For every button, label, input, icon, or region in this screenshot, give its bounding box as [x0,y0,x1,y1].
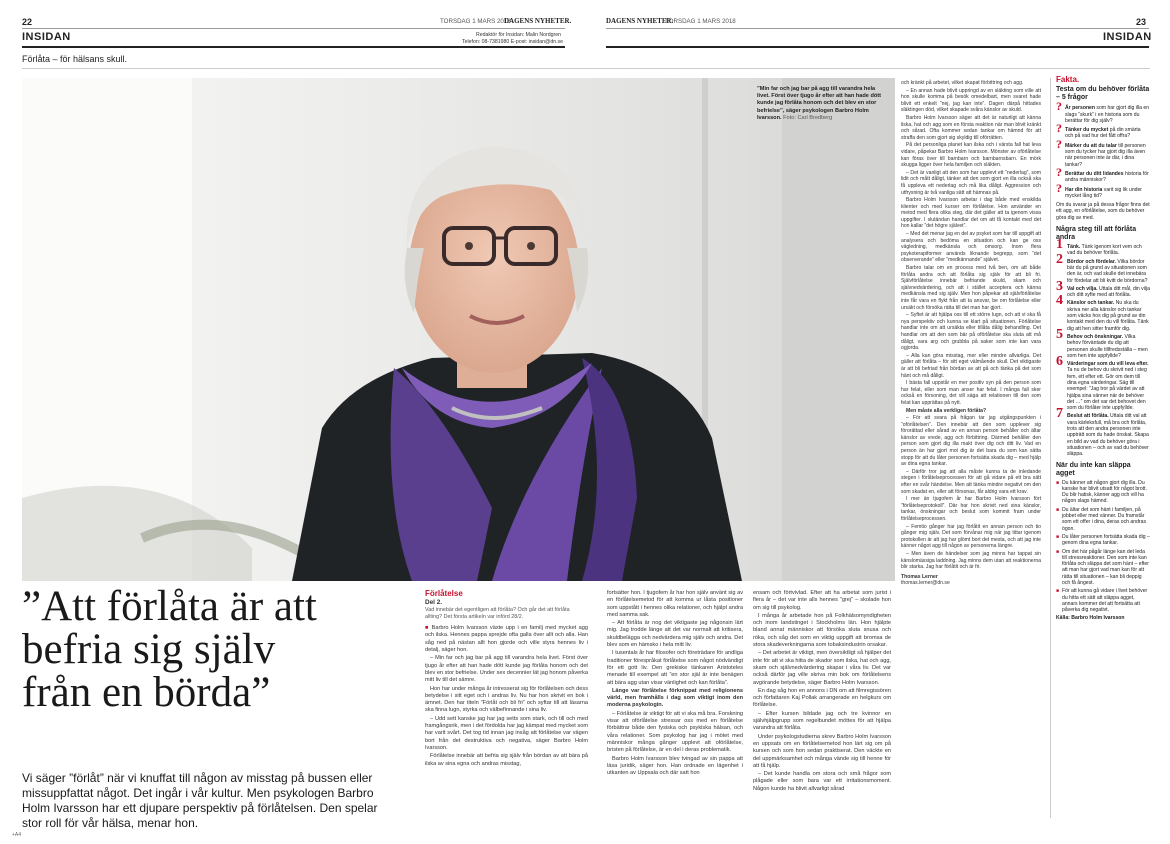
paragraph: I mer än tjugofem år har Barbro Holm Ivarsson fört ”förlåtelseprotokoll”. Där har hon skrivit ned sina känslor, tankar, önskningar och beslut som kommit fram under förlåtelseprocessen. [901,496,1041,522]
right-section-title: INSIDAN [1103,31,1152,43]
paragraph: – Men även de händelser som jag minns har tappat sin känslomässiga laddning. Jag minns dem utan att reaktionerna blir starka. Jag har förlåtit och är fri. [901,550,1041,571]
portrait-photo [22,78,895,581]
paragraph: och kränkt på arbetet, vilket skapat förbittring och agg. [901,80,1024,86]
fakta-release-item: ■ Om det här pågår länge kan det leda till stressreaktioner. Den som inte kan förlåta och släppa det som hänt – efter att man har gjort vad man kan för att rätta till situationen – kan bli deppig och få ångest. [1056,549,1150,587]
page-kicker: Förlåta – för hälsans skull. [22,54,128,64]
fakta-release-item: ■ Du ältar det som hänt i familjen, på jobbet eller med vänner. Du framstår som ett offer i dina, deras och andras ögon. [1056,507,1150,532]
body-column-1 [425,590,588,769]
article-headline: ”Att förlåta är att befria sig själv från en börda” [22,583,317,716]
right-header-date: TORSDAG 1 MARS 2018 [665,18,736,25]
right-page-number: 23 [1136,17,1147,27]
fakta-steps [1056,237,1150,458]
paragraph: Hon har under många år intresserat sig för förlåtelsen och dess betydelse i sitt eget och i andras liv. Nu har hon skrivit en bok i ämnet. Den har titeln ”Förlåt och bli fri” och syftar till att läsarna ska finna lugn, styrka och välbefinnande i sina liv. [425,685,588,714]
fakta-question: ? Märker du att du talar till personen som du tycker har gjort dig illa även när personen inte är där, i dina tankar? [1056,136,1146,168]
fakta-question: ? Tänker du mycket på din smärta och på vad hur det fått offra? [1056,121,1141,140]
paragraph: – Att förlåta är nog det viktigaste jag någonsin lärt mig. Jag trodde länge att det var normalt att kritisera, skuldbelägga och nedvärdera mig själv och andra. Det blev som en hämsko i hela mitt liv. [607,620,743,649]
paragraph: I tusentals år har filosofer och företrädare för andliga traditioner förespråkat förlåtelse som något nödvändigt för ett gott liv. Den grekiske tänkaren Aristoteles menade till exempel att ”en stor själ är inte benägen att bära agg utan visar vänlighet och kan förlåta”. [607,650,743,686]
paragraph: ensam och förtvivlad. Efter att ha arbetat som jurist i flera år – det var inte alls hennes ”grej” – skolade hon om sig till psykolog. [753,590,891,611]
paragraph: En dag såg hon en annons i DN om att filmregissören och författaren Kaj Pollak arrangerade en helgkurs om förlåtelse. [753,687,891,709]
body-column-3 [753,590,891,794]
body-column-2 [607,590,743,778]
paragraph: ■ Barbro Holm Ivarsson växte upp i en familj med mycket agg och ilska. Hennes pappa sprejde ofta galla över allt och alla. Han såg ned på nästan allt hon gjorde och ville styra hennes liv i detalj, säger hon. [425,625,588,654]
fakta-step: 2 Bördor och fördelar. Vilka bördor bär du på grund av situationen som den är, och vad skulle det innebära för fördelar att bli kvitt de bördorna? [1056,251,1148,284]
photo-caption [757,86,883,122]
paragraph: – Det är vanligt att den som har upplevt ett ”nederlag”, som lidit och mått dåligt, tänker att den som gjort en illa också ska få uppleva ett nederlag och må lika dåligt. Aggression och utfrysning är två vanliga sätt att hämnas på. [901,169,1041,196]
paragraph: I bästa fall uppstår en mer positiv syn på den person som har felat, eller som man anser har felat. I många fall sker också en försoning, det vill säga att relationen till den som felat kan upprättas på nytt. [901,380,1041,406]
paragraph: Barbro Holm Ivarsson arbetar i dag både med enskilda klienter och med kurser om förlåtelse. Hon använder en metod med flera olika steg, där det gäller att ta igenom vissa uppgifter. I slutändan handlar det om att få kontakt med det hon kallar ”det högre självet”. [901,197,1041,230]
article-ingress: Vi säger ”förlåt” när vi knuffat till någon av misstag på bussen eller missuppfattat något. Det ingår i vår kultur. Men psykologen Barbro Holm Ivarsson har ett djupare perspektiv på förlåtelsen. Den spelar stor roll för vår hälsa, menar hon. [22,771,378,830]
left-page-number: 22 [22,17,33,27]
paragraph: Barbro talar om en process med två ben, om att både förlåta andra och att förlåta sig själv för att bli fri. Självförlåtelse innebär befriande skuld, skam och självnedvärdering, och att i stället acceptera och känna medkänsla med sig själv. Men hon påpekar att självförlåtelse inte får vara en flykt från att ta ansvar, be om förlåtelse eller ursäkt och försöka rätta till det man har gjort. [901,265,1041,311]
paragraph: – Min far och jag bar på agg till varandra hela livet. Först över tjugo år efter att han hade dött kunde jag förlåta honom och det blev en stor befrielse. Under sex decennier lät jag honom påverka mitt liv till det sämre. [425,655,588,684]
fakta-release-list [1056,480,1150,614]
fakta-release-item: ■ Du låter personen fortsätta skada dig – genom dina egna tankar. [1056,534,1150,547]
fakta-steps-title: Några steg till att förlåta andra [1056,226,1137,242]
fakta-release-item: ■ Du känner att någon gjort dig illa. Du kanske har blivit utsatt för något brott. Du blir hatisk, känner agg och vill ha någon slags hämnd. [1056,480,1150,505]
fakta-step: 7 Beslut att förlåta. Uttala ditt val att vara kärleksfull, må bra och förlåta, trots att den andra personen inte uppträtt som du hade önskat. Skapa en bild av vad du behöver göra i situationen – och av vad du behöver släppa. [1056,406,1149,458]
fakta-step: 1 Tänk. Tänk igenom kort vem och vad du behöver förlåta. [1056,237,1142,257]
portrait-illustration [22,78,895,581]
left-header-rule-top [22,28,565,29]
right-header-paper: DAGENS NYHETER. [606,17,674,25]
fakta-step: 6 Värderingar som du vill leva efter. Ta nu de behov du skrivit ned i steg fem, ett efter ett. Gör om dem till dina egna värderingar. Säg till exempel: ”Jag tror på värdet av att hjälpa sina vänner när de behöver det …” om det var det behovet den som du förlåter inte uppfyllde. [1056,354,1149,412]
paragraph: – Alla kan göra misstag, mer eller mindre allvarliga. Det gäller att förlåta – för sitt eget välmående skull. Det viktigaste är att bli befriad från bördan av att gå och tänka på det som hänt och må dåligt. [901,352,1041,379]
fakta-step: 3 Val och vilja. Uttala ditt mål, din vilja och ditt syfte med att förlåta. [1056,278,1150,299]
paragraph: – Därför tror jag att alla måste kunna ta de inledande stegen i förlåtelseprocessen för att gå vidare på ett bra sätt efter en svår händelse. Men att tänka mindre negativt om den som skadat en, eller att försonas, får aldrig vara ett krav. [901,468,1041,495]
paragraph: Under psykologstudierna skrev Barbro Holm Ivarsson en uppsats om en förlåtelsemetod hon lärt sig om på kursen och som hon sedan praktiserat. Den väckte en del uppmärksamhet och många vände sig till henne för att få hjälp. [753,733,891,769]
left-header-paper: DAGENS NYHETER. [504,17,572,25]
fakta-question: ? Är personen som har gjort dig illa en slags ”skurk” i en historia som du berättar för dig själv? [1056,99,1150,124]
paragraph: – Det arbetet är viktigt, men översiktligt så hjälper det inte för att vi ska hitta de skador som ilska, hat och agg, skam och självnedvärdering skapar i våra liv. Det var också därför jag ville skriva min bok om förlåtelsens avgörande betydelse, säger Barbro Holm Ivarsson. [753,650,891,686]
paragraph: Men måste alla verkligen förlåta? [906,407,987,414]
series-intro: Vad innebär det egentligen att förlåta? Och går det att förlåta allting? Det första artikeln var införd 28/2. [425,606,570,620]
byline-email: thomas.lerner@dn.se [901,580,950,587]
paragraph: – Udd sett kanske jag har jag setts som stark, och till och med framgångsrik, men i det fördolda har jag kämpat med mycket som har varit svårt. Det tog tid innan jag insåg att förlåtelse var vägen bort från det destruktiva och negativa, säger Barbro Holm Ivarsson. [425,715,588,751]
paragraph: Länge var förlåtelse förknippat med religionens värld, men framhålls i dag som viktigt inom den moderna psykologin. [607,687,743,709]
left-editor-line: Redaktör för Insidan: Malin Nordgren [476,32,562,38]
col1-text [425,625,588,768]
paragraph: – En annan hade blivit uppringd av en släkting som ville att hon skulle komma på besök omedelbart, men svaret hade blivit ett enkelt ”nej, jag kan inte”. Dagen därpå hittades släktingen död, vilket skapade svåra känslor av skuld. [901,87,1041,114]
fakta-question: ? Har din historia varit sig lik under mycket lång tid? [1056,180,1143,199]
paragraph: – Efter kursen bildade jag och tre kvinnor en självhjälpgrupp som regelbundet möttes för att hjälpa varandra att förlåta. [753,710,891,732]
photo-caption-text: ”Min far och jag bar på agg till varandra hela livet. Först över tjugo år efter att han hade dött kunde jag förlåta honom och det blev en stor befrielse”, säger psykologen Barbro Holm Ivarsson. [757,86,882,121]
series-title: Förlåtelse [425,589,463,598]
footer-mark: +A4 [12,832,22,838]
paragraph: – Med det menar jag en del av psyket som har till uppgift att analysera och bedöma en situation och kan ge oss vägledning, medkänsla och omsorg. Inom flera psykoterapiformer används liknande begrepp, som ”det observerande” eller ”medkännande” självet. [901,231,1041,264]
paragraph: Barbro Holm Ivarsson blev tvingad av sin pappa att läsa juridik, säger hon. Han ordnade en lägenhet i utkanten av Uppsala och där satt hon [607,755,743,777]
fakta-title: Testa om du behöver förlåta – 5 frågor [1056,86,1150,102]
left-header-rule [22,46,565,48]
paragraph: I många år arbetade hon på Folkhälsomyndigheten och inom landstinget i Stockholms län. Hon hjälpte bland annat människor att försöka sluta snusa och röka, och såg det som en viktig uppgift att bromsa de stora skadeverkningarna som tobaksindustrin orsakar. [753,612,891,649]
paragraph: Barbro Holm Ivarsson säger att det är naturligt att känna ilska, hat och agg som en första reaktion när man blivit kränkt och sårad. Ofta kommer sedan tankar om hämnd för att straffa den som gjort sig skyldig till oförrätten. [901,114,1041,141]
fakta-divider [1050,78,1051,818]
left-section-title: INSIDAN [22,31,71,43]
fakta-questions [1056,99,1150,199]
series-part: Del 2. [425,599,443,607]
fakta-label: Fakta. [1056,75,1080,84]
kicker-rule [22,68,1150,69]
fakta-answer: Om du svarar ja på dessa frågor finns det ett agg, en oförlåtelse, som du behöver göra dig av med. [1056,202,1150,221]
left-contact-line: Telefon: 08-7381980 E-post: insidan@dn.se [462,39,564,45]
fakta-step: 5 Behov och önskningar. Vilka behov förväntade du dig att personen skulle tillfredsställa – men som hen inte uppfyllde? [1056,326,1148,359]
fakta-question: ? Berättar du ditt lidandes historia för andra människor? [1056,164,1149,184]
fakta-release-title: När du inte kan släppa agget [1056,461,1131,477]
body-column-4 [901,80,1041,587]
paragraph: – För att svara på frågan tar jag utgångspunkten i ”oförlåtelsen”. Den innebär att den som upplever sig förorättad eller sårad av en annan person behåller och ältar känslor av vrede, agg och förbittring. Därmed behåller den person som gjort dig illa makt över dig och ditt liv. Vad en person än har gjort mot dig är det bara du som kan sätta stopp för att du låter personen fortsätta skada dig – med hjälp av dina egna tankar. [901,415,1041,468]
paragraph: – Femtio gånger har jag förlåtit en annan person och tio gånger mig själv. Det som förvånar mig när jag tittar igenom protokollen är att jag har glömt bort det mesta, och att jag inte känner något agg till någon av personerna längre. [901,523,1041,550]
paragraph: fortsätter hon. I tjugofem år har hon själv använt sig av en förlåtelsemetod för att komma ur låsta positioner som uppstått i hennes olika relationer, och hjälpt andra med samma sak. [607,590,743,618]
right-header-rule [606,46,1149,48]
paragraph: – Syftet är att hjälpa oss till ett större lugn, och att vi ska få nya perspektiv och kunna se klart på situationen. Förlåtelse handlar inte om att ursäkta eller tillåta dålig behandling. Det handlar om att den som bär på oförlåtelse ska sluta att må dåligt, vara arg och grubbla på saker som inte kan vara ogjorda. [901,312,1041,352]
photo-credit: Foto: Carl Bredberg [783,114,833,121]
right-header-rule-top [606,28,1149,29]
fakta-release-item: ■ För att kunna gå vidare i livet behöver du hitta ett sätt att släppa agget, annars kommer det att fortsätta att påverka dig negativt. [1056,588,1150,613]
paragraph: Förlåtelse innebär att befria sig själv från bördan av att bära på ilska av sina egna och andras misstag, [425,753,588,767]
paragraph: – Förlåtelse är viktigt för att vi ska må bra. Forskning visar att oförlåtelse stressar oss med en förlåtelse förbättrar både den fysiska och psykiska hälsan, och våra relationer. Som psykolog har jag i mötet med människor många gånger upplevt att oförlåtelse, bristen på förlåtelse, är en del i deras problematik. [607,710,743,754]
fakta-source: Källa: Barbro Holm Ivarsson [1056,615,1125,622]
byline-name: Thomas Lerner [901,573,938,580]
fakta-step: 4 Känslor och tankar. Nu ska du skriva ner alla känslor och tankar som väcks hos dig på grund av din kontakt med den du vill förlåta. Tänk dig att hen sitter framför dig. [1056,293,1149,332]
paragraph: – Det kunde handla om stora och små frågor som plågade eller som bara var ett irritationsmoment. Någon kunde ha blivit allvarligt sårad [753,771,891,792]
paragraph: På det personliga planet kan ilska och i värsta fall hat leva vidare, påpekar Barbro Holm Ivarsson. Mönster av oförlåtelse kan föras över till barnbarn och barnbarnsbarn. En mörk skugga ligger över hela familjen och släkten. [901,142,1041,169]
fakta-box [1056,77,1150,622]
left-header-date: TORSDAG 1 MARS 2018 [440,18,511,25]
